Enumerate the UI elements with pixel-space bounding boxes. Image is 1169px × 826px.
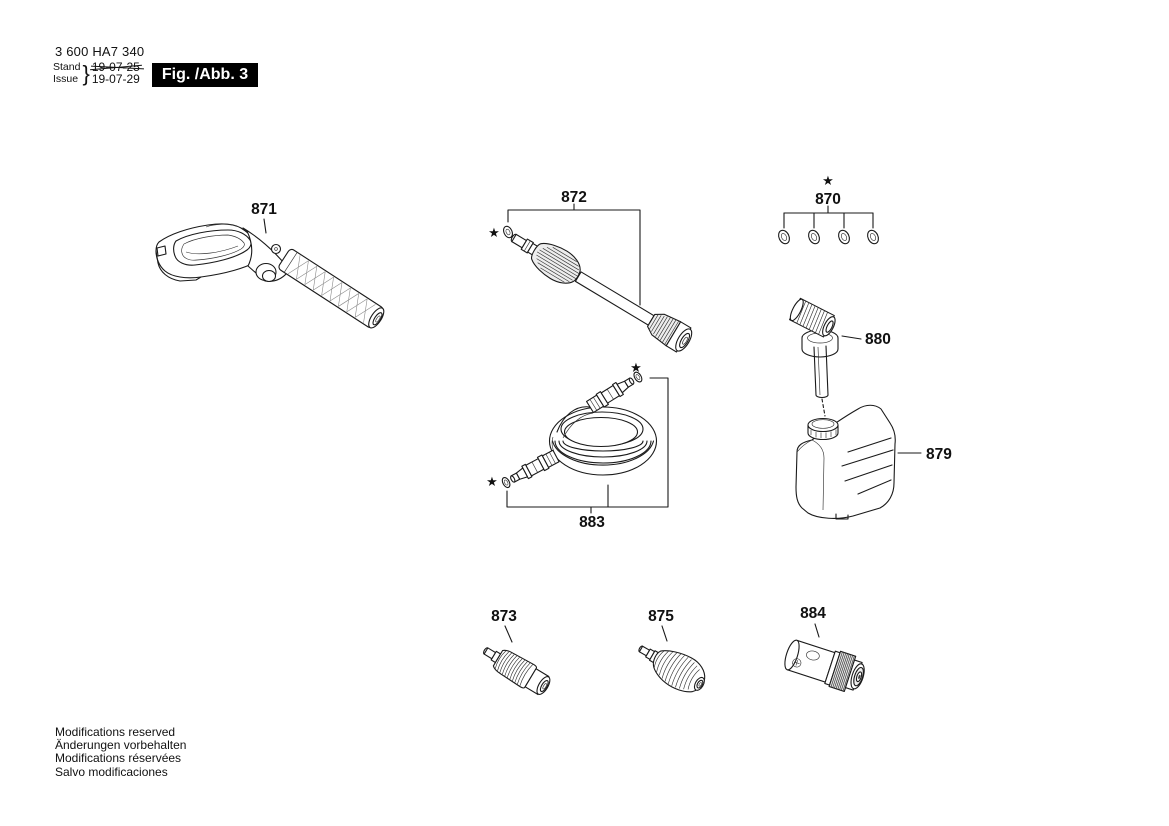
part-label-875: 875 [648,608,674,625]
notice-line-de: Änderungen vorbehalten [55,738,187,753]
part-875-rotary-nozzle [631,608,712,700]
part-871-spray-gun [156,201,387,331]
star-icon: ★ [486,474,498,489]
part-879-detergent-tank [796,405,952,519]
o-ring [866,229,881,246]
part-883-hose [486,360,668,531]
stand-label: Stand [53,61,81,73]
part-label-883: 883 [579,514,605,531]
notice-line-fr: Modifications réservées [55,751,182,766]
o-ring [837,229,852,246]
legal-notice [55,726,186,779]
part-884-coupling [781,605,869,696]
product-number: 3 600 HA7 340 [55,44,145,59]
o-ring [777,229,792,246]
issue-label: Issue [53,72,79,85]
star-icon: ★ [488,225,500,240]
part-label-870: 870 [815,191,841,208]
star-icon: ★ [822,173,834,188]
star-icon: ★ [630,360,642,375]
stand-date-struck: 19-07-25 [91,60,140,74]
notice-line-en: Modifications reserved [55,725,176,739]
part-label-871: 871 [251,201,277,218]
part-label-872: 872 [561,189,587,206]
part-label-884: 884 [800,605,826,622]
figure-number-box: Fig. /Abb. 3 [152,63,258,87]
part-870-o-ring-set [777,173,881,245]
notice-line-es: Salvo modificaciones [55,764,168,779]
part-872-lance [488,189,697,357]
part-880-elbow-connector [788,297,891,416]
part-873-nozzle [478,608,554,699]
part-label-880: 880 [865,331,891,348]
part-label-873: 873 [491,608,517,625]
brace-glyph: } [82,60,90,86]
part-label-879: 879 [926,446,952,463]
issue-date: 19-07-29 [91,71,140,86]
o-ring [807,229,822,246]
